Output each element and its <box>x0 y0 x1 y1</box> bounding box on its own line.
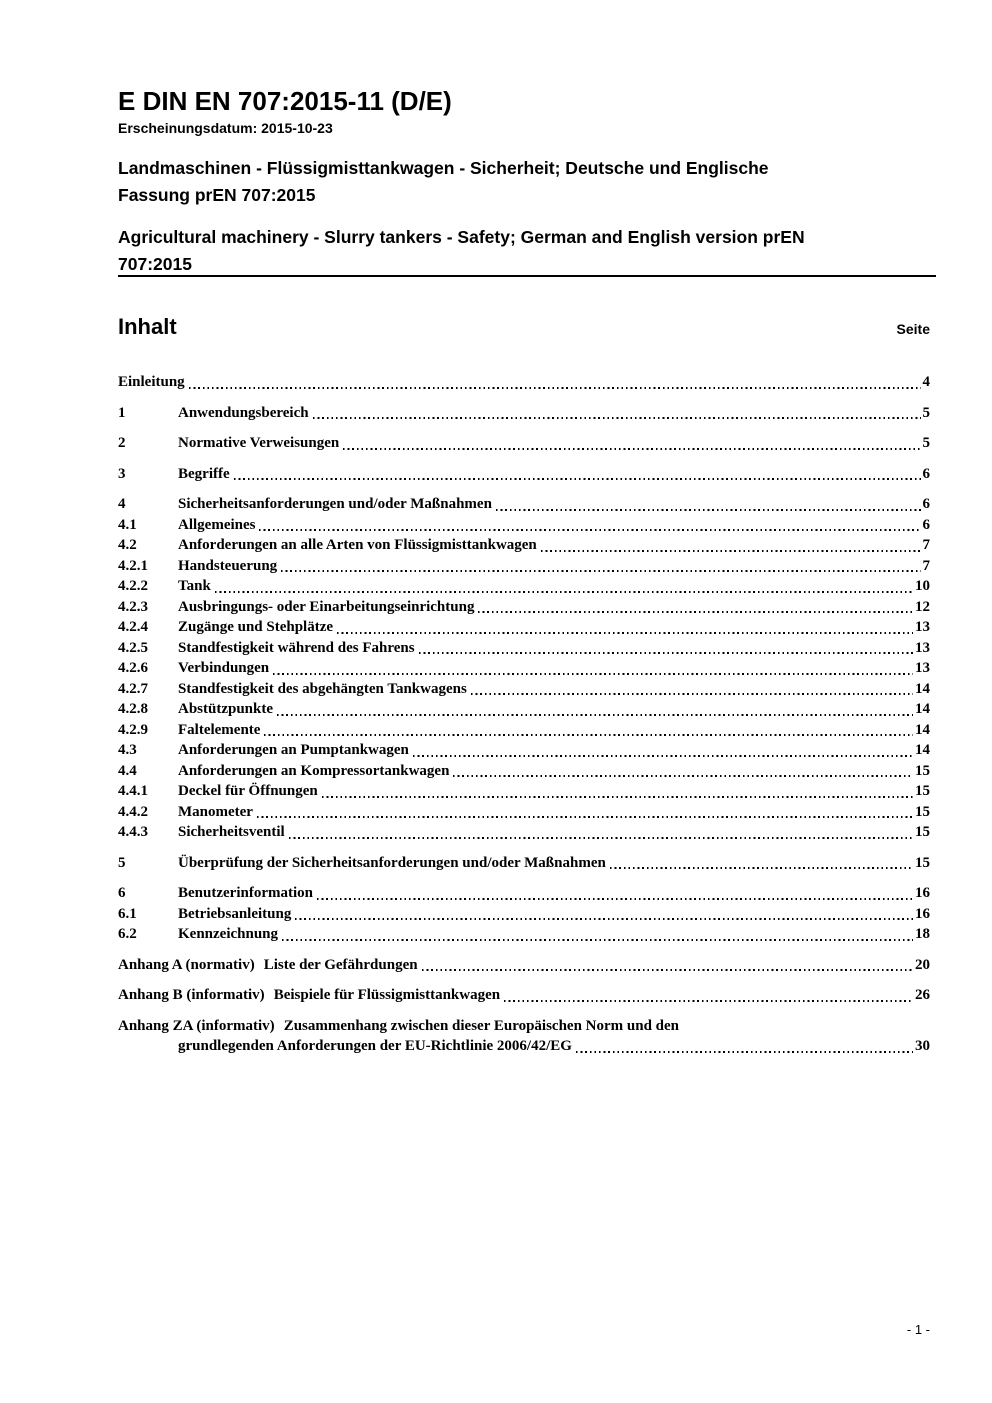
toc-entry-page: 6 <box>922 465 930 482</box>
toc-entry-label: Anhang ZA (informativ) <box>118 1017 275 1034</box>
toc-entry-number: 4.4 <box>118 762 137 779</box>
toc-entry-line <box>118 904 930 925</box>
toc-entry-page: 7 <box>922 557 930 574</box>
toc-entry-title-continued: grundlegenden Anforderungen der EU-Richtlinie 2006/42/EG <box>178 1038 572 1054</box>
dotted-leader <box>471 693 913 695</box>
title-english <box>118 224 930 278</box>
toc-entry-page: 13 <box>915 660 930 676</box>
toc-entry-line2 <box>118 1036 930 1057</box>
dotted-leader <box>504 1000 913 1002</box>
toc-entry-line <box>118 372 930 393</box>
toc-entry <box>118 464 930 485</box>
toc-entry-line <box>118 597 930 618</box>
toc-entry-title: Überprüfung der Sicherheitsanforderungen und/oder Maßnahmen <box>178 854 606 871</box>
toc-entry-number: 4 <box>118 496 126 512</box>
dotted-leader <box>257 816 913 818</box>
title-english-line1: Agricultural machinery - Slurry tankers - Safety; German and English version prEN <box>118 227 805 247</box>
toc-entry-title: Benutzerinformation <box>178 885 313 901</box>
toc-entry-page: 15 <box>915 762 930 779</box>
toc-page-label: Seite <box>896 321 930 337</box>
toc-entry <box>118 556 930 577</box>
toc-entry-line <box>118 576 930 597</box>
toc-entry <box>118 494 930 515</box>
dotted-leader <box>317 898 913 900</box>
title-german-line1: Landmaschinen - Flüssigmisttankwagen - Sicherheit; Deutsche und Englische <box>118 158 769 178</box>
dotted-leader <box>610 867 913 869</box>
toc-entry-line <box>118 761 930 782</box>
toc-entry-title: Anforderungen an Kompressortankwagen <box>178 762 450 779</box>
toc-header <box>118 314 930 340</box>
toc-entry-title: Normative Verweisungen <box>178 435 340 451</box>
toc-entry-page: 12 <box>915 598 930 615</box>
toc-entry-page: 26 <box>915 987 930 1003</box>
dotted-leader <box>273 673 913 675</box>
toc-entry-page: 13 <box>915 639 930 656</box>
toc-entry-page: 5 <box>922 404 930 421</box>
dotted-leader <box>234 478 921 480</box>
toc-entry-number: 5 <box>118 854 126 871</box>
toc-entry <box>118 372 930 393</box>
toc-entry-title: Zusammenhang zwischen dieser Europäischen Norm und den <box>283 1017 680 1034</box>
toc-entry-page: 14 <box>915 701 930 717</box>
toc-entry-line <box>118 781 930 802</box>
toc-entry <box>118 576 930 597</box>
toc-entry <box>118 761 930 782</box>
dotted-leader <box>259 529 920 531</box>
toc-entry-line <box>118 955 930 976</box>
title-german-line2: Fassung prEN 707:2015 <box>118 185 316 205</box>
toc-entry <box>118 433 930 454</box>
toc-entry <box>118 535 930 556</box>
toc-entry <box>118 781 930 802</box>
toc-entry <box>118 883 930 904</box>
toc-entry-page: 20 <box>915 956 930 973</box>
toc-entry <box>118 699 930 720</box>
toc-entry-line1 <box>118 1016 930 1037</box>
toc-entry <box>118 985 930 1006</box>
toc-entry-title: Standfestigkeit während des Fahrens <box>178 639 415 656</box>
toc-entry <box>118 515 930 536</box>
dotted-leader <box>277 714 913 716</box>
publication-date: Erscheinungsdatum: 2015-10-23 <box>118 120 333 136</box>
toc-entry-line <box>118 822 930 843</box>
toc-entry-title: Kennzeichnung <box>178 926 279 942</box>
toc-entry-number: 4.2.5 <box>118 639 148 656</box>
toc-list <box>118 362 930 1057</box>
toc-entry-line <box>118 403 930 424</box>
title-german <box>118 155 930 209</box>
title-english-line2: 707:2015 <box>118 254 192 274</box>
toc-entry-number: 4.2 <box>118 537 137 553</box>
dotted-leader <box>478 611 913 613</box>
toc-entry-page: 15 <box>915 854 930 871</box>
toc-entry-line <box>118 556 930 577</box>
dotted-leader <box>541 550 921 552</box>
toc-entry-title: Deckel für Öffnungen <box>178 783 318 799</box>
toc-entry-line <box>118 740 930 761</box>
toc-entry-page: 4 <box>922 374 930 390</box>
toc-entry-page: 16 <box>915 905 930 922</box>
toc-entry-number: 3 <box>118 465 126 482</box>
toc-entry-page: 14 <box>915 680 930 697</box>
toc-entry <box>118 740 930 761</box>
toc-entry-title: Manometer <box>178 803 253 820</box>
toc-entry-title: Anforderungen an alle Arten von Flüssigmisttankwagen <box>178 537 537 553</box>
header-divider <box>118 275 936 277</box>
toc-entry-page: 30 <box>915 1038 930 1054</box>
toc-entry <box>118 617 930 638</box>
toc-entry-title: Begriffe <box>178 465 230 482</box>
toc-entry-page: 7 <box>922 537 930 553</box>
toc-entry-line <box>118 515 930 536</box>
page-number: - 1 - <box>906 1322 930 1337</box>
dotted-leader <box>419 652 913 654</box>
toc-entry-page: 6 <box>922 516 930 533</box>
toc-entry-number: 4.2.7 <box>118 680 148 697</box>
toc-entry-title: Einleitung <box>118 374 185 390</box>
toc-entry-title: Handsteuerung <box>178 557 278 574</box>
dotted-leader <box>422 969 913 971</box>
toc-entry-line <box>118 985 930 1006</box>
toc-entry-number: 6.1 <box>118 905 137 922</box>
dotted-leader <box>282 939 913 941</box>
dotted-leader <box>322 796 913 798</box>
toc-entry-label: Anhang B (informativ) <box>118 987 265 1003</box>
toc-entry <box>118 679 930 700</box>
toc-entry <box>118 955 930 976</box>
toc-entry-number: 4.1 <box>118 516 137 533</box>
toc-entry-line <box>118 679 930 700</box>
toc-entry <box>118 853 930 874</box>
toc-entry-title: Betriebsanleitung <box>178 905 292 922</box>
doc-number: E DIN EN 707:2015-11 (D/E) <box>118 86 452 116</box>
toc-entry-number: 4.2.8 <box>118 701 148 717</box>
toc-entry <box>118 924 930 945</box>
toc-entry-number: 4.2.3 <box>118 598 148 615</box>
toc-entry-line <box>118 433 930 454</box>
toc-entry-line <box>118 617 930 638</box>
toc-entry-line <box>118 802 930 823</box>
toc-entry-title: Allgemeines <box>178 516 256 533</box>
toc-entry-number: 6.2 <box>118 926 137 942</box>
toc-entry-line <box>118 535 930 556</box>
toc-entry-title: Verbindungen <box>178 660 270 676</box>
toc-entry-label: Anhang A (normativ) <box>118 956 255 973</box>
toc-entry-number: 4.2.2 <box>118 578 148 594</box>
toc-entry-page: 10 <box>915 578 930 594</box>
toc-entry-number: 4.4.2 <box>118 803 148 820</box>
toc-entry-number: 4.2.6 <box>118 660 148 676</box>
toc-entry-line <box>118 464 930 485</box>
toc-entry-line <box>118 883 930 904</box>
toc-entry-number: 4.2.1 <box>118 557 148 574</box>
toc-entry <box>118 904 930 925</box>
toc-entry-title: Beispiele für Flüssigmisttankwagen <box>273 987 501 1003</box>
dotted-leader <box>313 417 921 419</box>
toc-entry-line <box>118 638 930 659</box>
toc-entry-number: 6 <box>118 885 126 901</box>
toc-entry-line <box>118 699 930 720</box>
page-footer <box>118 1322 930 1337</box>
toc-entry <box>118 597 930 618</box>
dotted-leader <box>281 570 920 572</box>
toc-entry-page: 6 <box>922 496 930 512</box>
toc-entry-number: 4.4.3 <box>118 824 148 840</box>
toc-entry <box>118 638 930 659</box>
toc-entry-page: 15 <box>915 783 930 799</box>
toc-entry-title: Tank <box>178 578 211 594</box>
dotted-leader <box>295 918 913 920</box>
toc-entry-page: 18 <box>915 926 930 942</box>
toc-entry-page: 5 <box>922 435 930 451</box>
toc-entry-number: 4.2.4 <box>118 619 148 635</box>
toc-entry-title: Ausbringungs- oder Einarbeitungseinrichtung <box>178 598 475 615</box>
toc-entry-number: 2 <box>118 435 126 451</box>
toc-entry <box>118 1016 930 1057</box>
dotted-leader <box>343 448 920 450</box>
dotted-leader <box>289 837 913 839</box>
dotted-leader <box>496 509 921 511</box>
toc-entry-line <box>118 720 930 741</box>
toc-entry-page: 14 <box>915 721 930 738</box>
toc-entry-page: 14 <box>915 742 930 758</box>
toc-entry-title: Anforderungen an Pumptankwagen <box>178 742 409 758</box>
dotted-leader <box>264 734 913 736</box>
dotted-leader <box>215 591 913 593</box>
toc-entry-page: 13 <box>915 619 930 635</box>
toc-entry <box>118 720 930 741</box>
toc-entry-number: 1 <box>118 404 126 421</box>
toc-entry-page: 15 <box>915 824 930 840</box>
toc-entry-title: Sicherheitsanforderungen und/oder Maßnahmen <box>178 496 492 512</box>
toc-entry-title: Zugänge und Stehplätze <box>178 619 334 635</box>
dotted-leader <box>576 1051 913 1053</box>
toc-entry-title: Abstützpunkte <box>178 701 274 717</box>
toc-entry-title: Anwendungsbereich <box>178 404 309 421</box>
toc-entry-line <box>118 853 930 874</box>
toc-entry-title: Liste der Gefährdungen <box>263 956 418 973</box>
dotted-leader <box>337 632 913 634</box>
dotted-leader <box>413 755 913 757</box>
toc-entry-title: Standfestigkeit des abgehängten Tankwagens <box>178 680 467 697</box>
dotted-leader <box>453 775 913 777</box>
toc-entry-number: 4.3 <box>118 742 137 758</box>
toc-entry-number: 4.2.9 <box>118 721 148 738</box>
toc-entry-title: Sicherheitsventil <box>178 824 285 840</box>
toc-entry-line <box>118 658 930 679</box>
toc-entry-line <box>118 494 930 515</box>
toc-entry <box>118 822 930 843</box>
toc-entry-page: 15 <box>915 803 930 820</box>
toc-entry-line <box>118 924 930 945</box>
toc-entry-title: Faltelemente <box>178 721 261 738</box>
toc-entry <box>118 802 930 823</box>
dotted-leader <box>189 387 921 389</box>
toc-entry <box>118 403 930 424</box>
toc-entry-number: 4.4.1 <box>118 783 148 799</box>
toc-entry <box>118 658 930 679</box>
document-page <box>118 0 930 1403</box>
toc-entry-page: 16 <box>915 885 930 901</box>
toc-heading: Inhalt <box>118 314 177 339</box>
